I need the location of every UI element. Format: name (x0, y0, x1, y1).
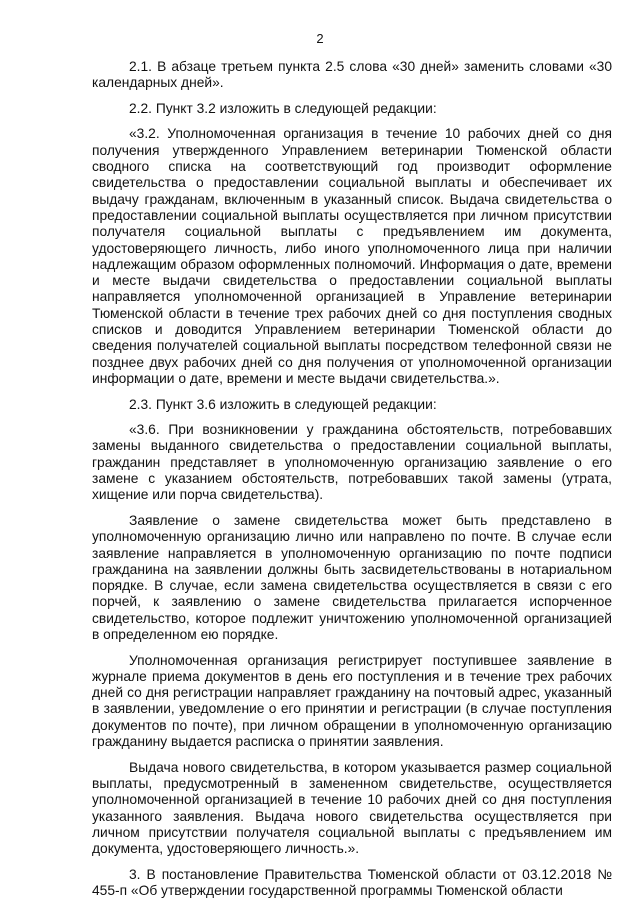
paragraph-2-3: 2.3. Пункт 3.6 изложить в следующей редакции: (129, 396, 437, 412)
paragraph-registration: Уполномоченная организация регистрирует поступившее заявление в журнале приема документов в день его поступления и в течение трех рабочих дней со дня регистрации направляет гражданину на почтовый адрес, указанный в заявлении, уведомление о его принятии и регистрации (в случае поступления документов по почте), при личном обращении в уполномоченную организацию гражданину выдается расписка о принятии заявления. (92, 652, 612, 750)
paragraph-new-certificate: Выдача нового свидетельства, в котором указывается размер социальной выплаты, предусмотренный в замененном свидетельстве, осуществляется уполномоченной организацией в течение 10 рабочих дней со дня поступления указанного заявления. Выдача нового свидетельства осуществляется при личном присутствии получателя социальной выплаты с предъявлением им документа, удостоверяющего личность.». (92, 759, 612, 857)
document-body (92, 59, 612, 899)
paragraph-3-2-text: «3.2. Уполномоченная организация в течение 10 рабочих дней со дня получения утвержденного Управлением ветеринарии Тюменской области сводного списка на соответствующий год производит оформление свидетельства о предоставлении социальной выплаты и обеспечивает их выдачу гражданам, включенным в указанный список. Выдача свидетельства о предоставлении социальной выплаты осуществляется при личном присутствии получателя социальной выплаты с предъявлением им документа, удостоверяющего личность, либо иного уполномоченного лица при наличии надлежащим образом оформленных полномочий. Информация о дате, времени и месте выдачи свидетельства о предоставлении социальной выплаты направляется уполномоченной организацией в Управление ветеринарии Тюменской области в течение трех рабочих дней со дня поступления сводных списков и доводится Управлением ветеринарии Тюменской области до сведения получателей социальной выплаты посредством телефонной связи не позднее двух рабочих дней со дня получения от уполномоченной организации информации о дате, времени и месте выдачи свидетельства.». (92, 126, 612, 386)
paragraph-2-2: 2.2. Пункт 3.2 изложить в следующей редакции: (129, 100, 437, 116)
paragraph-3-6-text: «3.6. При возникновении у гражданина обстоятельств, потребовавших замены выданного свидетельства о предоставлении социальной выплаты, гражданин представляет в уполномоченную организацию заявление о его замене с указанием обстоятельств, потребовавших такой замены (утрата, хищение или порча свидетельства). (92, 422, 612, 503)
paragraph-2-1: 2.1. В абзаце третьем пункта 2.5 слова «30 дней» заменить словами «30 календарных дней». (92, 59, 612, 91)
paragraph-3: 3. В постановление Правительства Тюменской области от 03.12.2018 № 455-п «Об утверждении государственной программы Тюменской области (92, 866, 612, 899)
page-number: 2 (316, 31, 324, 46)
paragraph-replacement-application: Заявление о замене свидетельства может быть представлено в уполномоченную организацию лично или направлено по почте. В случае если заявление направляется в уполномоченную организацию по почте подписи гражданина на заявлении должны быть засвидетельствованы в нотариальном порядке. В случае, если замена свидетельства осуществляется в связи с его порчей, к заявлению о замене свидетельства прилагается испорченное свидетельство, которое подлежит уничтожению уполномоченной организацией в определенном ею порядке. (92, 512, 612, 642)
